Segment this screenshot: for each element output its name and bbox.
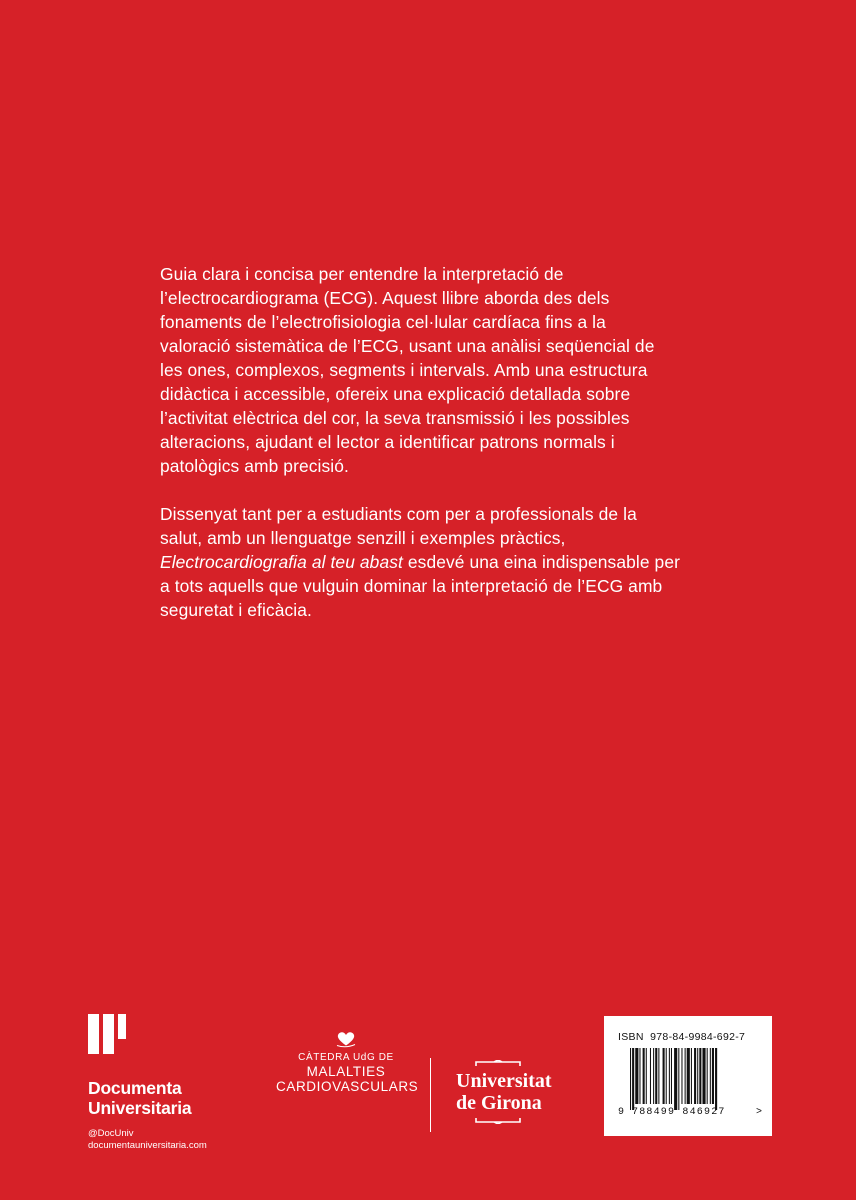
barcode-bar xyxy=(646,1048,647,1104)
barcode-bar xyxy=(685,1048,686,1104)
barcode-bar xyxy=(666,1048,667,1104)
publisher-website: documentauniversitaria.com xyxy=(88,1140,207,1151)
barcode-bar xyxy=(702,1048,705,1104)
p2-end: esdevé una eina indispensable per a tots aquells que vulguin dominar la interpretació de l’ECG amb seguretat i eficàcia. xyxy=(160,552,680,620)
barcode-lead-digit: 9 xyxy=(618,1107,625,1118)
barcode-bar xyxy=(712,1048,714,1104)
barcode-bars xyxy=(630,1048,750,1110)
barcode-digits: 788499 846927 xyxy=(632,1107,726,1118)
catedra-logo xyxy=(276,1030,419,1094)
barcode-quiet-zone-marker: > xyxy=(756,1107,763,1118)
barcode-bar xyxy=(681,1048,682,1104)
book-description xyxy=(160,262,680,622)
documenta-universitaria-logo xyxy=(88,1014,278,1152)
barcode-bar xyxy=(630,1048,631,1110)
barcode-bar xyxy=(655,1048,657,1104)
barcode-bar xyxy=(643,1048,645,1104)
university-name: Universitat de Girona xyxy=(456,1070,552,1114)
isbn-text: ISBN 978-84-9984-692-7 xyxy=(618,1031,746,1043)
barcode-bar xyxy=(715,1048,717,1110)
barcode-bar xyxy=(632,1048,634,1110)
description-paragraph-2 xyxy=(160,502,680,622)
publisher-handle: @DocUniv xyxy=(88,1128,134,1139)
udg-bottom-ornament-icon xyxy=(474,1116,522,1124)
barcode-bar xyxy=(663,1048,665,1104)
udg-top-ornament-icon xyxy=(474,1060,522,1068)
documenta-bars-icon xyxy=(88,1014,278,1054)
barcode-bar xyxy=(707,1048,708,1104)
catedra-line-1: CÀTEDRA UdG DE xyxy=(298,1052,394,1063)
barcode-bar xyxy=(650,1048,651,1104)
barcode-bar xyxy=(674,1048,677,1110)
barcode-bar xyxy=(653,1048,654,1104)
barcode-bar xyxy=(710,1048,711,1104)
book-title-italic: Electrocardiografia al teu abast xyxy=(160,552,403,572)
barcode-bar xyxy=(671,1048,672,1104)
publisher-contact xyxy=(88,1128,278,1152)
isbn-barcode xyxy=(604,1016,772,1136)
publisher-name: Documenta Universitaria xyxy=(88,1078,192,1118)
barcode-bar xyxy=(639,1048,640,1104)
logo-divider xyxy=(430,1058,431,1132)
barcode-bar xyxy=(687,1048,690,1104)
description-paragraph-1: Guia clara i concisa per entendre la interpretació de l’electrocardiograma (ECG). Aquest llibre aborda des dels fonaments de l’electrofisiologia cel·lular cardíaca fins a la valoració sistemàtica de l’ECG, usant una anàlisi seqüencial de les ones, complexos, segments i intervals. Amb una estructura didàctica i accessible, ofereix una explicació detallada sobre l’activitat elèctrica del cor, la seva transmissió i les possibles alteracions, ajudant el lector a identificar patrons normals i patològics amb precisió. xyxy=(160,264,655,476)
barcode-bar xyxy=(669,1048,670,1104)
heart-icon xyxy=(335,1030,357,1048)
universitat-de-girona-logo xyxy=(456,1060,576,1124)
barcode-bar xyxy=(691,1048,692,1104)
barcode-bar xyxy=(678,1048,679,1110)
catedra-line-3: CARDIOVASCULARS xyxy=(276,1079,419,1094)
barcode-bar xyxy=(635,1048,638,1104)
barcode-bar xyxy=(694,1048,696,1104)
barcode-bar xyxy=(697,1048,698,1104)
p2-start: Dissenyat tant per a estudiants com per a professionals de la salut, amb un llenguatge senzill i exemples pràctics, xyxy=(160,504,637,548)
catedra-line-2: MALALTIES xyxy=(306,1064,386,1079)
barcode-bar xyxy=(699,1048,701,1104)
barcode-bar xyxy=(658,1048,659,1104)
